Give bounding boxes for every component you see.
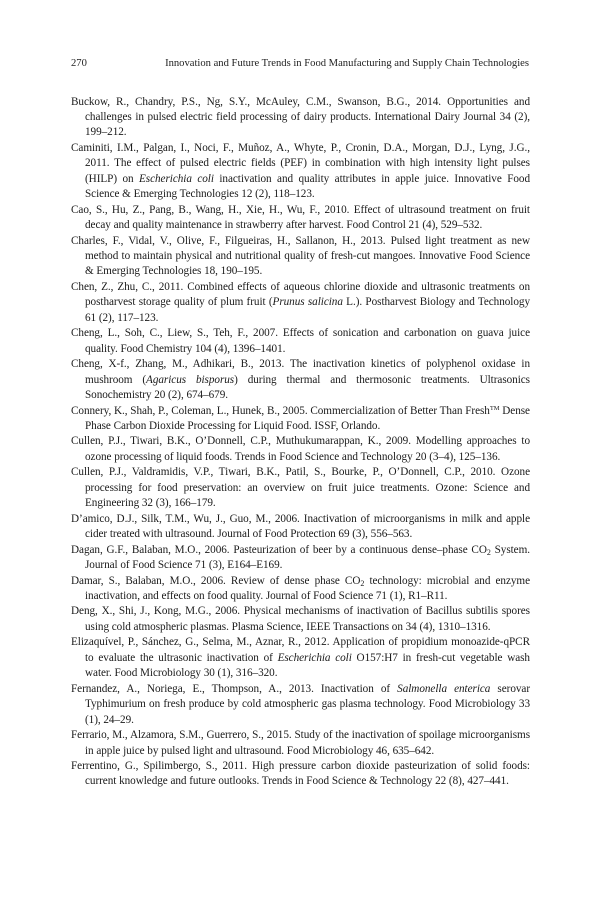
reference-entry (71, 604, 530, 635)
reference-text: Ferrario, M., Alzamora, S.M., Guerrero, S., 2015. Study of the inactivation of spoilage microorganisms in apple juice by pulsed light and ultrasound. Food Microbiology 46, 635–642. (71, 729, 530, 757)
reference-entry (71, 682, 530, 728)
reference-text: Dagan, G.F., Balaban, M.O., 2006. Pasteurization of beer by a continuous dense–phase CO (71, 543, 487, 556)
reference-text: Deng, X., Shi, J., Kong, M.G., 2006. Physical mechanisms of inactivation of Bacillus subtilis spores using cold atmospheric plasmas. Plasma Science, IEEE Transactions on 34 (4), 1310–1316. (71, 605, 530, 633)
reference-entry (71, 635, 530, 681)
reference-text: Cheng, X-f., Zhang, M., Adhikari, B., 2013. The inactivation kinetics of polyphenol oxidase in mushroom ( (71, 358, 530, 386)
reference-entry (71, 512, 530, 543)
reference-entry (71, 404, 530, 435)
reference-text: Escherichia coli (139, 172, 214, 185)
reference-entry (71, 728, 530, 759)
reference-text: TM (489, 404, 500, 412)
running-title: Innovation and Future Trends in Food Manufacturing and Supply Chain Technologies (165, 58, 529, 69)
reference-text: Cao, S., Hu, Z., Pang, B., Wang, H., Xie, H., Wu, F., 2010. Effect of ultrasound treatment on fruit decay and quality maintenance in strawberry after harvest. Food Control 21 (4), 529–532. (71, 203, 530, 232)
reference-text: Prunus salicina (272, 296, 343, 309)
reference-text: Damar, S., Balaban, M.O., 2006. Review of dense phase CO (71, 574, 361, 587)
reference-text: Dense Phase Carbon Dioxide Processing for Liquid Food. ISSF, Orlando. (85, 404, 530, 433)
reference-entry (71, 357, 530, 403)
reference-text: Elizaquível, P., Sánchez, G., Selma, M., Aznar, R., 2012. Application of propidium monoazide-qPCR to evaluate the ultrasonic inactivation of (71, 636, 530, 664)
reference-entry (71, 280, 530, 326)
reference-entry (71, 203, 530, 234)
reference-entry (71, 326, 530, 357)
running-header (71, 57, 529, 70)
reference-text: inactivation and quality attributes in apple juice. Innovative Food Science & Emerging Technologies 12 (2), 118–123. (85, 172, 530, 201)
page-number: 270 (71, 58, 87, 69)
reference-text: Caminiti, I.M., Palgan, I., Noci, F., Muñoz, A., Whyte, P., Cronin, D.A., Morgan, D.J., Lyng, J.G., 2011. The effect of pulsed electric fields (PEF) in combination with high intensity light pulses (HILP) on (71, 141, 530, 185)
reference-text: Cullen, P.J., Tiwari, B.K., O’Donnell, C.P., Muthukumarappan, K., 2009. Modelling approaches to ozone processing of liquid foods. Trends in Food Science and Technology 20 (3–4), 125–136. (71, 435, 530, 463)
reference-text: L.). Postharvest Biology and Technology 61 (2), 117–123. (85, 296, 530, 324)
reference-text: Escherichia coli (277, 651, 352, 664)
reference-text: D’amico, D.J., Silk, T.M., Wu, J., Guo, M., 2006. Inactivation of microorganisms in milk and apple cider treated with ultrasound. Journal of Food Protection 69 (3), 556–563. (71, 512, 530, 541)
reference-text: Cheng, L., Soh, C., Liew, S., Teh, F., 2007. Effects of sonication and carbonation on guava juice quality. Food Chemistry 104 (4), 1396–1401. (71, 327, 530, 355)
reference-entry (71, 141, 530, 203)
reference-text: System. Journal of Food Science 71 (3), E164–E169. (85, 543, 530, 572)
reference-text: 2 (360, 578, 365, 588)
reference-text: Buckow, R., Chandry, P.S., Ng, S.Y., McAuley, C.M., Swanson, B.G., 2014. Opportunities and challenges in pulsed electric field processing of dairy products. International Dairy Journal 34 (2), 199–212. (71, 95, 530, 139)
reference-text: Connery, K., Shah, P., Coleman, L., Hunek, B., 2005. Commercialization of Better Than Fresh (71, 404, 490, 417)
reference-entry (71, 465, 530, 511)
reference-text: 2 (486, 547, 491, 557)
reference-entry (71, 759, 530, 790)
reference-text: Ferrentino, G., Spilimbergo, S., 2011. High pressure carbon dioxide pasteurization of solid foods: current knowledge and future outlooks. Trends in Food Science & Technology 22 (8), 427–441. (71, 759, 530, 788)
reference-text: Fernandez, A., Noriega, E., Thompson, A., 2013. Inactivation of (71, 682, 398, 695)
reference-text: technology: microbial and enzyme inactivation, and effects on food quality. Journal of Food Science 71 (1), R1–R11. (85, 574, 530, 602)
reference-entry (71, 234, 530, 280)
reference-text: ) during thermal and thermosonic treatments. Ultrasonics Sonochemistry 20 (2), 674–679. (85, 373, 530, 402)
reference-text: serovar Typhimurium on fresh produce by cold atmospheric gas plasma technology. Food Microbiology 33 (1), 24–29. (85, 682, 531, 726)
reference-text: Agaricus bisporus (146, 373, 235, 386)
reference-text: Cullen, P.J., Valdramidis, V.P., Tiwari, B.K., Patil, S., Bourke, P., O’Donnell, C.P., 2010. Ozone processing for food preservation: an overview on fruit juice treatments. Ozone: Science and Engineering 32 (3), 166–179. (71, 466, 530, 510)
reference-entry (71, 543, 530, 574)
reference-list (71, 95, 530, 790)
reference-text: Charles, F., Vidal, V., Olive, F., Filgueiras, H., Sallanon, H., 2013. Pulsed light treatment as new method to maintain physical and nutritional quality of fresh-cut mangoes. Innovative Food Science & Emerging Technologies 18, 190–195. (71, 234, 530, 278)
reference-text: Chen, Z., Zhu, C., 2011. Combined effects of aqueous chlorine dioxide and ultrasonic treatments on postharvest storage quality of plum fruit ( (71, 280, 530, 309)
reference-text: O157:H7 in fresh-cut vegetable wash water. Food Microbiology 30 (1), 316–320. (85, 651, 530, 680)
reference-entry (71, 574, 530, 605)
reference-text: Salmonella enterica (397, 682, 491, 695)
reference-entry (71, 95, 530, 141)
reference-entry (71, 434, 530, 465)
